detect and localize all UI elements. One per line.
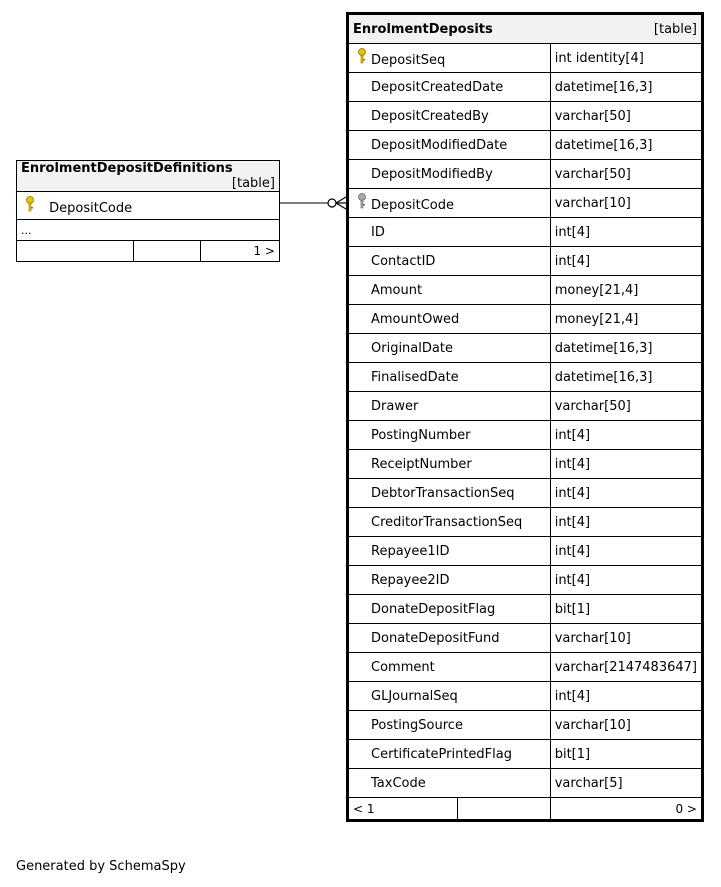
column-row[interactable]	[348, 189, 703, 218]
column-type: money[21,4]	[550, 276, 702, 305]
crow-foot-line-bottom	[336, 203, 346, 209]
column-row[interactable]	[348, 102, 703, 131]
column-type: int[4]	[550, 479, 702, 508]
column-name: OriginalDate	[371, 340, 453, 356]
column-name: GLJournalSeq	[371, 688, 458, 704]
primary-key-icon	[21, 196, 39, 216]
column-row[interactable]	[348, 247, 703, 276]
column-name: DepositSeq	[371, 53, 446, 68]
table-footer	[348, 798, 703, 821]
column-row[interactable]	[348, 624, 703, 653]
column-row[interactable]	[348, 479, 703, 508]
column-row[interactable]	[348, 566, 703, 595]
column-name: DonateDepositFund	[371, 630, 500, 646]
footer-left	[17, 241, 134, 262]
column-name: DepositModifiedDate	[371, 137, 508, 153]
table-header	[17, 161, 280, 192]
column-type: varchar[2147483647]	[550, 653, 702, 682]
column-row[interactable]	[348, 595, 703, 624]
column-type: int[4]	[550, 247, 702, 276]
column-name: DepositCreatedBy	[371, 108, 489, 124]
column-row[interactable]	[348, 682, 703, 711]
column-list	[348, 44, 703, 798]
table-type: [table]	[653, 21, 697, 37]
column-type: int[4]	[550, 450, 702, 479]
zero-cardinality-circle	[328, 199, 336, 207]
column-name: DonateDepositFlag	[371, 601, 496, 617]
column-name: ReceiptNumber	[371, 456, 472, 472]
column-type: datetime[16,3]	[550, 334, 702, 363]
footer-parents-count: < 1	[348, 798, 458, 821]
column-name: Repayee1ID	[371, 543, 450, 559]
column-row[interactable]	[348, 44, 703, 73]
column-type: varchar[10]	[550, 624, 702, 653]
column-row[interactable]	[348, 421, 703, 450]
column-name: PostingSource	[371, 717, 463, 733]
column-name: FinalisedDate	[371, 369, 459, 385]
column-type: int[4]	[550, 537, 702, 566]
column-name: Comment	[371, 659, 435, 675]
column-name: Repayee2ID	[371, 572, 450, 588]
column-row[interactable]	[348, 653, 703, 682]
column-type: int identity[4]	[550, 44, 702, 73]
column-row[interactable]	[348, 305, 703, 334]
table-name: EnrolmentDepositDefinitions	[21, 161, 233, 176]
primary-key-icon	[353, 48, 371, 68]
column-row[interactable]	[348, 73, 703, 102]
ellipsis-text: ...	[17, 220, 280, 241]
column-type: datetime[16,3]	[550, 73, 702, 102]
column-name: Drawer	[371, 398, 419, 414]
column-row[interactable]	[348, 711, 703, 740]
crow-foot-line-top	[336, 197, 346, 203]
column-type: varchar[10]	[550, 189, 702, 218]
column-type: varchar[50]	[550, 392, 702, 421]
table-name: EnrolmentDeposits	[353, 21, 493, 37]
column-row[interactable]	[348, 769, 703, 798]
column-type: varchar[50]	[550, 102, 702, 131]
column-type: int[4]	[550, 508, 702, 537]
column-type: datetime[16,3]	[550, 363, 702, 392]
column-type: bit[1]	[550, 740, 702, 769]
column-type: varchar[5]	[550, 769, 702, 798]
column-type: datetime[16,3]	[550, 131, 702, 160]
column-name: AmountOwed	[371, 311, 460, 327]
generator-credit: Generated by SchemaSpy	[16, 859, 186, 874]
foreign-key-icon	[353, 193, 371, 213]
footer-children-count: 1 >	[201, 241, 280, 262]
column-row[interactable]	[348, 363, 703, 392]
footer-middle	[457, 798, 550, 821]
column-row[interactable]	[348, 218, 703, 247]
column-type: varchar[50]	[550, 160, 702, 189]
column-type: int[4]	[550, 421, 702, 450]
column-type: int[4]	[550, 218, 702, 247]
column-name: ID	[371, 224, 385, 240]
column-name: CreditorTransactionSeq	[371, 514, 523, 530]
column-row[interactable]	[348, 131, 703, 160]
column-name: TaxCode	[371, 775, 426, 791]
column-row[interactable]	[348, 508, 703, 537]
column-row[interactable]	[348, 276, 703, 305]
table-header	[348, 14, 703, 44]
column-name: DebtorTransactionSeq	[371, 485, 515, 501]
column-type: int[4]	[550, 566, 702, 595]
table-type: [table]	[231, 176, 275, 191]
column-row[interactable]	[348, 392, 703, 421]
column-name: DepositCode	[371, 198, 454, 213]
table-enrolment-deposits[interactable]	[346, 12, 704, 822]
column-row[interactable]	[348, 450, 703, 479]
column-row[interactable]	[348, 740, 703, 769]
more-columns-row	[17, 220, 280, 241]
column-name: Amount	[371, 282, 423, 298]
column-type: money[21,4]	[550, 305, 702, 334]
column-row[interactable]	[348, 160, 703, 189]
column-row[interactable]	[17, 192, 280, 220]
column-name: DepositCreatedDate	[371, 79, 504, 95]
column-type: varchar[10]	[550, 711, 702, 740]
column-name: CertificatePrintedFlag	[371, 746, 512, 762]
column-name: DepositCode	[49, 200, 133, 216]
footer-middle	[134, 241, 201, 262]
column-name: PostingNumber	[371, 427, 471, 443]
footer-children-count: 0 >	[550, 798, 702, 821]
table-footer	[17, 241, 280, 262]
table-enrolment-deposit-definitions[interactable]	[16, 160, 280, 262]
column-row[interactable]	[348, 537, 703, 566]
column-type: int[4]	[550, 682, 702, 711]
column-name: DepositModifiedBy	[371, 166, 493, 182]
column-name: ContactID	[371, 253, 436, 269]
column-type: bit[1]	[550, 595, 702, 624]
column-row[interactable]	[348, 334, 703, 363]
